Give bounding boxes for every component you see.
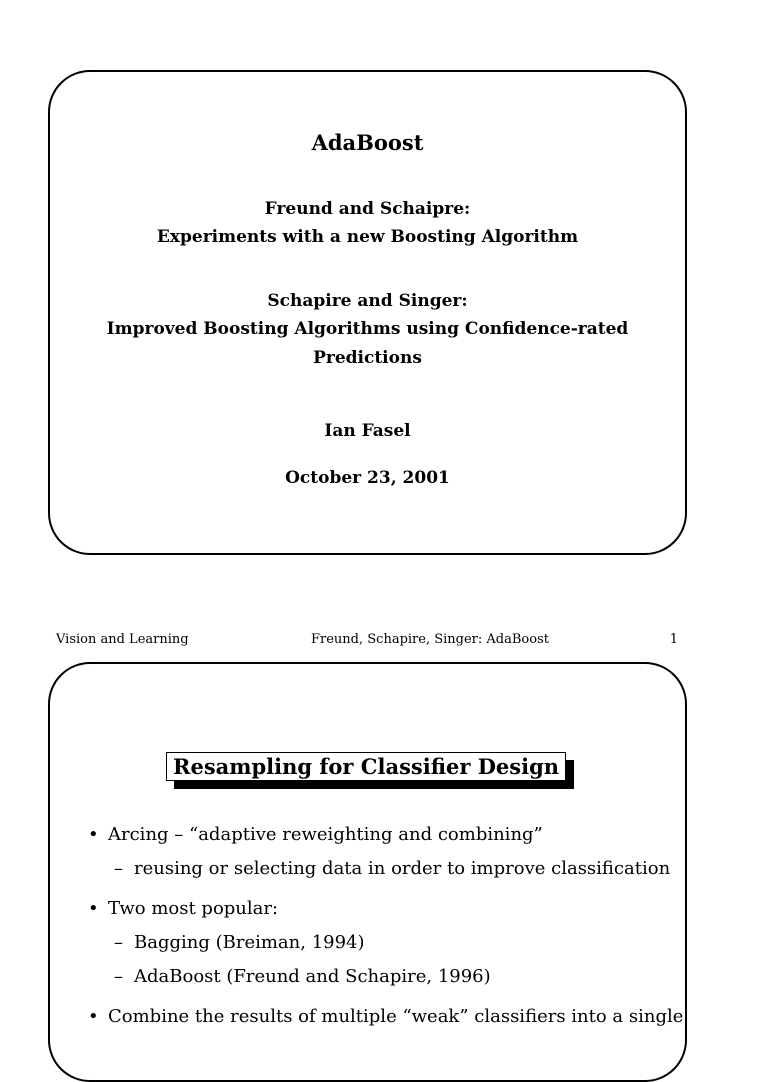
sub-bullet-item [88, 966, 688, 1000]
slide-title-box [166, 752, 566, 781]
bullet-item: • Two most popular: [88, 898, 688, 932]
bullet-list [88, 824, 688, 1040]
running-header [56, 632, 678, 652]
paper1-authors: Freund and Schaipre: [264, 199, 471, 219]
paper2-title-line2: Predictions [313, 348, 422, 368]
sub-bullet-text: Bagging (Breiman, 1994) [134, 932, 365, 953]
paper1-title: Experiments with a new Boosting Algorithm [156, 227, 579, 247]
bullet-item: • Arcing – “adaptive reweighting and combining” [88, 824, 688, 858]
sub-bullet-item [88, 932, 688, 966]
header-topic: Freund, Schapire, Singer: AdaBoost [311, 632, 549, 647]
paper2-title-line1: Improved Boosting Algorithms using Confidence-rated [106, 319, 629, 339]
dash-marker: – [114, 966, 123, 987]
title-slide [48, 70, 687, 555]
sub-bullet-text: reusing or selecting data in order to improve classification [134, 858, 671, 879]
presentation-date: October 23, 2001 [285, 468, 450, 488]
slide-title: AdaBoost [311, 130, 424, 155]
page-number: 1 [669, 632, 678, 647]
dash-marker: – [114, 858, 123, 879]
header-course: Vision and Learning [56, 632, 189, 647]
content-slide [48, 662, 687, 1082]
sub-bullet-item [88, 858, 688, 892]
paper2-authors: Schapire and Singer: [267, 291, 468, 311]
slide-title: Resampling for Classifier Design [166, 752, 566, 781]
presenter-name: Ian Fasel [324, 421, 411, 441]
dash-marker: – [114, 932, 123, 953]
bullet-item: • Combine the results of multiple “weak” classifiers into a single [88, 1006, 688, 1040]
sub-bullet-text: AdaBoost (Freund and Schapire, 1996) [134, 966, 491, 987]
